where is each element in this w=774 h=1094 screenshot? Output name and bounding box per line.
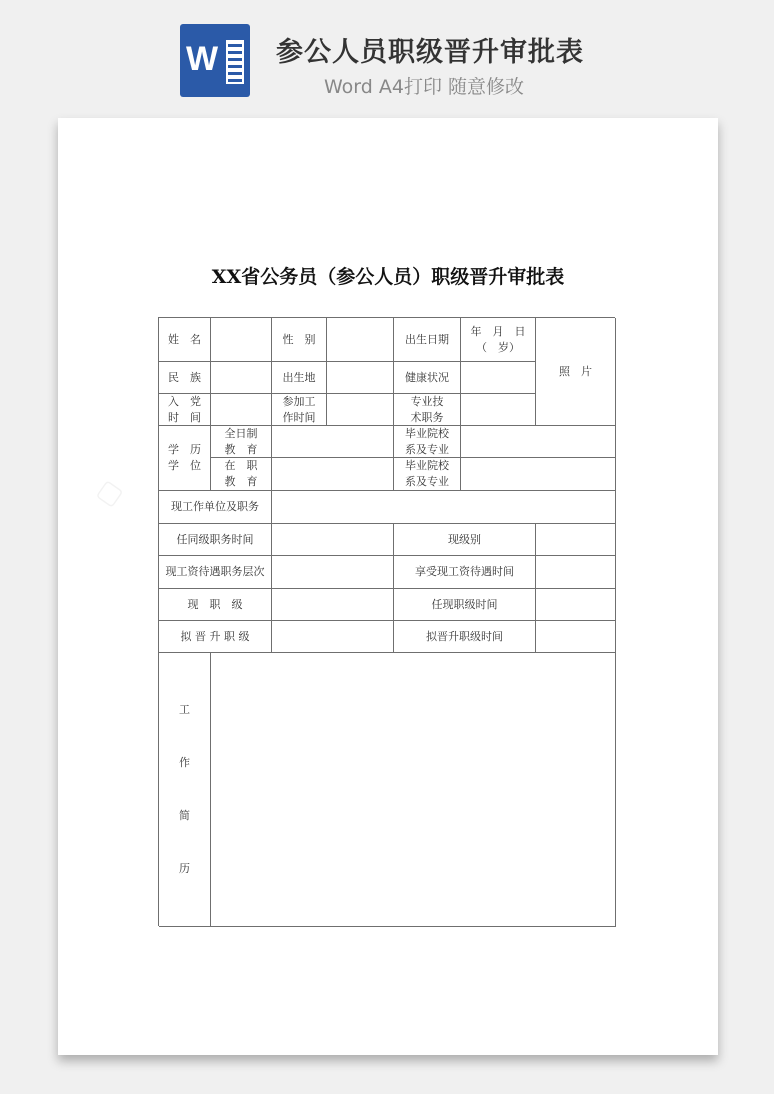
label-birthplace: 出生地 [272,362,327,394]
input-current-rank[interactable] [536,524,616,556]
label-work-resume [159,653,211,927]
word-icon-lines [226,40,244,84]
label-current-unit: 现工作单位及职务 [159,491,272,524]
label-health: 健康状况 [394,362,461,394]
label-tech-title [394,394,461,426]
page-header [0,0,774,110]
birth-date-hint: 年 月 日 [470,324,526,338]
document-title: 参公人员职级晋升审批表 [276,37,584,68]
label-current-grade-time: 任现职级时间 [394,589,536,621]
label-inservice-line2: 教 育 [224,475,258,488]
input-health[interactable] [461,362,536,394]
input-tech-title[interactable] [461,394,536,426]
label-gender: 性 别 [272,318,327,362]
label-work-resume-char2: 作 [179,755,190,769]
label-work-start [272,394,327,426]
label-fulltime-school-line2: 系及专业 [405,442,449,456]
input-name[interactable] [211,318,272,362]
label-tech-title-line1: 专业技 [410,394,444,408]
label-ethnicity: 民 族 [159,362,211,394]
word-icon-letter: W [186,40,219,78]
label-work-resume-char1: 工 [179,702,190,716]
label-education-line2: 学 位 [168,459,201,472]
input-current-grade-time[interactable] [536,589,616,621]
label-proposed-grade-time: 拟晋升职级时间 [394,621,536,653]
label-inservice-line1: 在 职 [224,459,258,472]
input-current-grade[interactable] [272,589,394,621]
input-fulltime-degree[interactable] [272,426,394,458]
approval-form-table [158,317,615,926]
label-fulltime-school-line1: 毕业院校 [405,426,449,440]
label-current-salary-level: 现工资待遇职务层次 [159,556,272,589]
label-fulltime-school [394,426,461,458]
label-enjoy-salary-time: 享受现工资待遇时间 [394,556,536,589]
label-name: 姓 名 [159,318,211,362]
label-party-date-line2: 时 间 [168,410,201,424]
input-work-start[interactable] [327,394,394,426]
form-title: XX省公务员（参公人员）职级晋升审批表 [211,266,565,288]
word-icon [180,24,250,97]
label-fulltime-line1: 全日制 [224,426,258,440]
label-inservice-school [394,458,461,491]
input-proposed-grade[interactable] [272,621,394,653]
label-current-rank: 现级别 [394,524,536,556]
label-same-level-time: 任同级职务时间 [159,524,272,556]
input-fulltime-school[interactable] [461,426,616,458]
input-current-salary-level[interactable] [272,556,394,589]
input-ethnicity[interactable] [211,362,272,394]
label-work-resume-char3: 简 [179,809,190,823]
input-proposed-grade-time[interactable] [536,621,616,653]
input-work-resume[interactable] [211,653,616,927]
input-enjoy-salary-time[interactable] [536,556,616,589]
label-tech-title-line2: 术职务 [410,410,444,424]
label-fulltime-education [211,426,272,458]
label-inservice-education [211,458,272,491]
label-party-date [159,394,211,426]
label-proposed-grade: 拟 晋 升 职 级 [159,621,272,653]
label-birth-date: 出生日期 [394,318,461,362]
label-education-line1: 学 历 [168,443,201,456]
input-inservice-degree[interactable] [272,458,394,491]
label-work-start-line1: 参加工 [282,394,316,408]
label-fulltime-line2: 教 育 [224,442,258,456]
label-work-start-line2: 作时间 [282,410,316,424]
document-page [58,118,718,1055]
input-gender[interactable] [327,318,394,362]
input-party-date[interactable] [211,394,272,426]
input-current-unit[interactable] [272,491,616,524]
label-current-grade: 现 职 级 [159,589,272,621]
input-birth-date[interactable] [461,318,536,362]
input-birthplace[interactable] [327,362,394,394]
photo-box[interactable]: 照 片 [536,318,616,426]
document-subtitle: Word A4打印 随意修改 [324,76,525,98]
age-hint: （ 岁） [476,340,520,354]
label-education [159,426,211,491]
label-party-date-line1: 入 党 [168,394,201,408]
label-inservice-school-line2: 系及专业 [405,475,449,488]
watermark: ▢ [91,473,129,513]
label-inservice-school-line1: 毕业院校 [405,459,449,472]
label-work-resume-char4: 历 [179,862,190,876]
input-inservice-school[interactable] [461,458,616,491]
input-same-level-time[interactable] [272,524,394,556]
